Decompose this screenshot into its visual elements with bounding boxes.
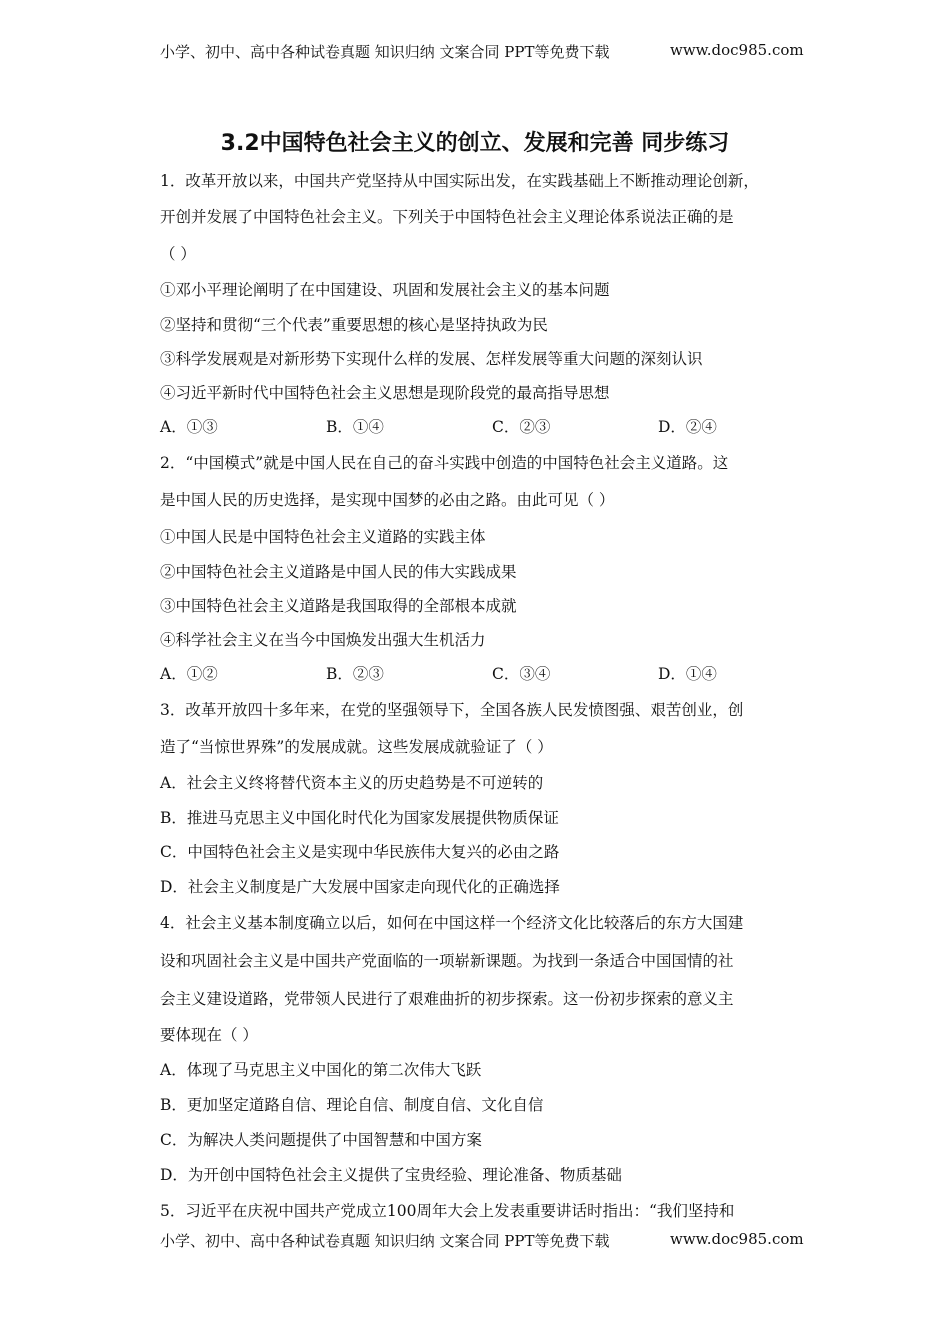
- q1-line-1: 1．改革开放以来，中国共产党坚持从中国实际出发，在实践基础上不断推动理论创新，: [160, 172, 759, 190]
- q1-statement-1: ①邓小平理论阐明了在中国建设、巩固和发展社会主义的基本问题: [160, 281, 610, 299]
- q4-line-2: 设和巩固社会主义是中国共产党面临的一项崭新课题。为找到一条适合中国国情的社: [160, 952, 734, 970]
- footer-text: 小学、初中、高中各种试卷真题 知识归纳 文案合同 PPT等免费下载: [160, 1232, 610, 1250]
- q2-statement-3: ③中国特色社会主义道路是我国取得的全部根本成就: [160, 597, 517, 615]
- header-text: 小学、初中、高中各种试卷真题 知识归纳 文案合同 PPT等免费下载: [160, 43, 610, 61]
- page-footer: [160, 1230, 804, 1251]
- q5-line-1: 5．习近平在庆祝中国共产党成立100周年大会上发表重要讲话时指出：“我们坚持和: [160, 1202, 735, 1220]
- q2-statement-1: ①中国人民是中国特色社会主义道路的实践主体: [160, 528, 486, 546]
- q2-line-2: 是中国人民的历史选择，是实现中国梦的必由之路。由此可见（ ）: [160, 491, 615, 509]
- q3-option-b: B．推进马克思主义中国化时代化为国家发展提供物质保证: [160, 809, 559, 827]
- q2-option-c: C．③④: [492, 665, 551, 683]
- q4-option-b: B．更加坚定道路自信、理论自信、制度自信、文化自信: [160, 1096, 544, 1114]
- q2-statement-2: ②中国特色社会主义道路是中国人民的伟大实践成果: [160, 563, 517, 581]
- q1-option-a: A．①③: [160, 418, 218, 436]
- footer-site: www.doc985.com: [670, 1230, 804, 1248]
- q3-option-d: D．社会主义制度是广大发展中国家走向现代化的正确选择: [160, 878, 560, 896]
- q3-option-a: A．社会主义终将替代资本主义的历史趋势是不可逆转的: [160, 774, 544, 792]
- q1-statement-2: ②坚持和贯彻“三个代表”重要思想的核心是坚持执政为民: [160, 316, 548, 334]
- page-header: [160, 41, 804, 62]
- q2-option-b: B．②③: [326, 665, 384, 683]
- page-title: 3.2中国特色社会主义的创立、发展和完善 同步练习: [220, 131, 730, 156]
- q1-option-d: D．②④: [658, 418, 717, 436]
- q4-line-1: 4．社会主义基本制度确立以后，如何在中国这样一个经济文化比较落后的东方大国建: [160, 914, 744, 932]
- q2-option-a: A．①②: [160, 665, 218, 683]
- q2-statement-4: ④科学社会主义在当今中国焕发出强大生机活力: [160, 631, 486, 649]
- q4-option-c: C．为解决人类问题提供了中国智慧和中国方案: [160, 1131, 482, 1149]
- q4-option-a: A．体现了马克思主义中国化的第二次伟大飞跃: [160, 1061, 482, 1079]
- q1-option-c: C．②③: [492, 418, 551, 436]
- q4-option-d: D．为开创中国特色社会主义提供了宝贵经验、理论准备、物质基础: [160, 1166, 622, 1184]
- q1-line-3: （ ）: [160, 245, 196, 263]
- q1-statement-4: ④习近平新时代中国特色社会主义思想是现阶段党的最高指导思想: [160, 384, 610, 402]
- q4-line-3: 会主义建设道路，党带领人民进行了艰难曲折的初步探索。这一份初步探索的意义主: [160, 990, 734, 1008]
- q3-option-c: C．中国特色社会主义是实现中华民族伟大复兴的必由之路: [160, 843, 560, 861]
- header-site: www.doc985.com: [670, 41, 804, 59]
- q1-option-b: B．①④: [326, 418, 384, 436]
- q2-option-d: D．①④: [658, 665, 717, 683]
- q3-line-2: 造了“当惊世界殊”的发展成就。这些发展成就验证了（ ）: [160, 738, 553, 756]
- q3-line-1: 3．改革开放四十多年来，在党的坚强领导下，全国各族人民发愤图强、艰苦创业，创: [160, 701, 744, 719]
- q2-line-1: 2．“中国模式”就是中国人民在自己的奋斗实践中创造的中国特色社会主义道路。这: [160, 454, 729, 472]
- q1-line-2: 开创并发展了中国特色社会主义。下列关于中国特色社会主义理论体系说法正确的是: [160, 208, 734, 226]
- q1-statement-3: ③科学发展观是对新形势下实现什么样的发展、怎样发展等重大问题的深刻认识: [160, 350, 703, 368]
- q4-line-4: 要体现在（ ）: [160, 1026, 258, 1044]
